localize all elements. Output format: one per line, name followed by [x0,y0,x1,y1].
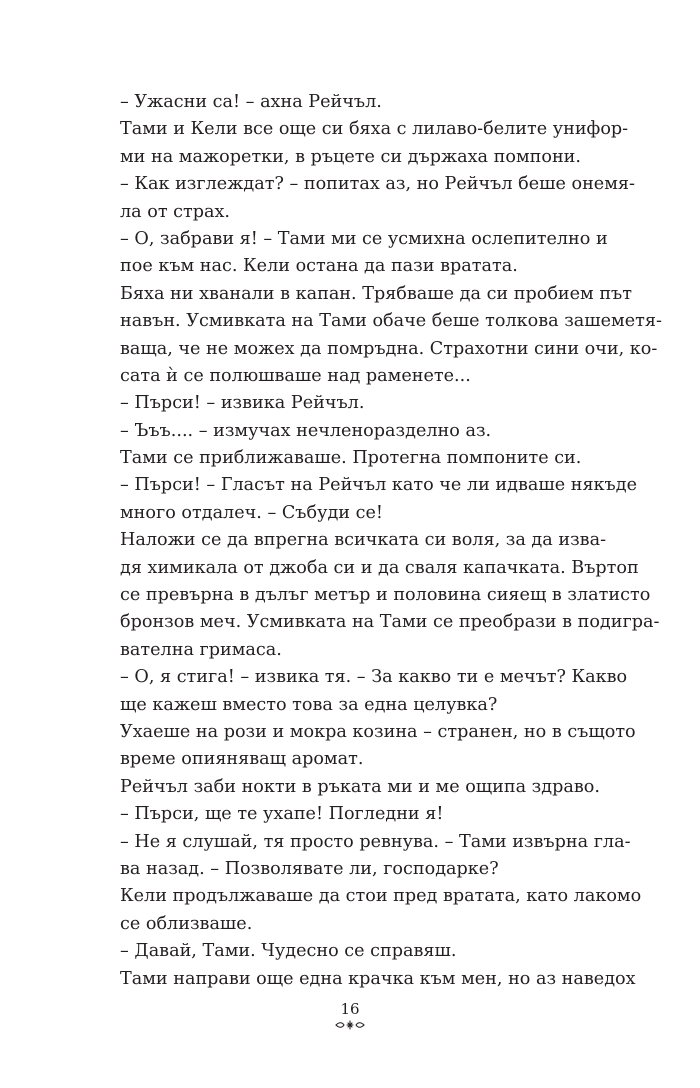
text-line: – Ъъъ.... – измучах нечленоразделно аз. [120,420,492,441]
text-line: – Не я слушай, тя просто ревнува. – Тами извърна гла- [120,831,631,852]
text-line: Рейчъл заби нокти в ръката ми и ме ощипа здраво. [120,776,600,797]
text-line: ва назад. – Позволявате ли, господарке? [120,858,499,879]
text-line: ла от страх. [120,201,231,222]
page-footer [0,1000,700,1031]
text-line: – Пърси! – извика Рейчъл. [120,393,365,414]
page-number: 16 [340,1000,360,1018]
text-line: ми на мажоретки, в ръцете си държаха помпони. [120,146,582,167]
text-line: – О, забрави я! – Тами ми се усмихна ослепително и [120,228,608,249]
text-line: сата ѝ се полюшваше над раменете... [120,365,471,386]
text-line: – Пърси, ще те ухапе! Погледни я! [120,804,444,825]
body-text [120,89,662,993]
text-line: ваща, че не можех да помръдна. Страхотни сини очи, ко- [120,338,658,359]
text-line: пое към нас. Кели остана да пази вратата. [120,256,518,277]
text-line: – Ужасни са! – ахна Рейчъл. [120,92,382,112]
text-line: – Пърси! – Гласът на Рейчъл като че ли идваше някъде [120,475,637,496]
text-line: навън. Усмивката на Тами обаче беше толкова зашеметя- [120,311,662,332]
text-line: Ухаеше на рози и мокра козина – странен, но в същото [120,721,636,742]
text-line: дя химикала от джоба си и да сваля капачката. Въртоп [120,557,639,578]
text-line: Наложи се да впрегна всичката си воля, за да изва- [120,530,607,551]
text-line: Тами направи още една крачка към мен, но аз наведох [120,968,636,989]
text-line: време опияняващ аромат. [120,749,364,770]
text-line: бронзов меч. Усмивката на Тами се преобрази в подигра- [120,612,660,633]
text-line: – О, я стига! – извика тя. – За какво ти е мечът? Какво [120,667,628,688]
text-line: вателна гримаса. [120,639,282,660]
fleuron-ornament-icon [330,1019,370,1031]
text-line: се облизваше. [120,913,253,934]
text-line: Тами се приближаваше. Протегна помпоните си. [120,448,582,469]
text-line: Кели продължаваше да стои пред вратата, като лакомо [120,886,642,907]
text-line: – Давай, Тами. Чудесно се справяш. [120,941,457,962]
text-line: се превърна в дълъг метър и половина сияещ в златисто [120,585,651,606]
text-line: Тами и Кели все още си бяха с лилаво-белите унифор- [120,119,629,140]
text-line: – Как изглеждат? – попитах аз, но Рейчъл беше онемя- [120,174,635,195]
text-line: много отдалеч. – Събуди се! [120,502,383,523]
text-line: ще кажеш вместо това за една целувка? [120,694,498,715]
text-line: Бяха ни хванали в капан. Трябваше да си пробием път [120,283,632,304]
